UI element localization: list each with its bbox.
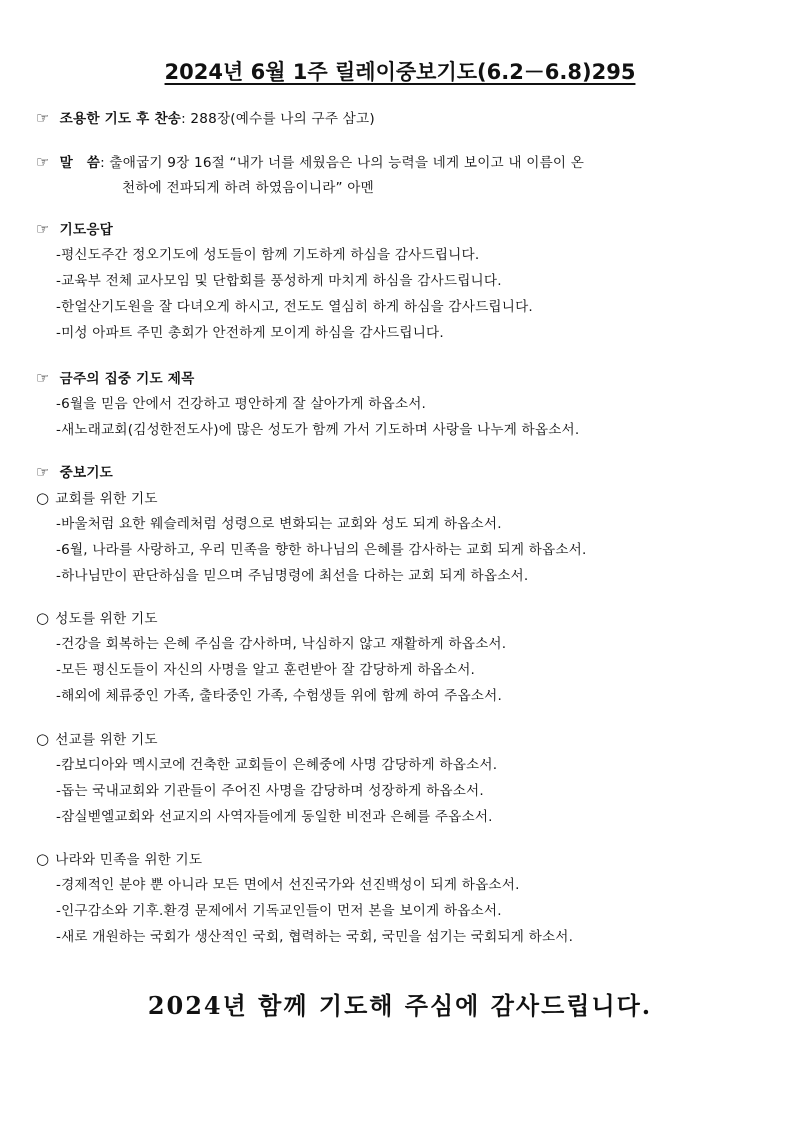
list-item: -새로 개원하는 국회가 생산적인 국회, 협력하는 국회, 국민을 섬기는 국회되게 하소서. <box>56 929 574 945</box>
circle-bullet-icon: ○ <box>36 850 50 868</box>
page-title <box>0 56 800 86</box>
intercession-heading-text: 중보기도 <box>59 465 113 481</box>
list-item: -새노래교회(김성한전도사)에 많은 성도가 함께 가서 기도하며 사랑을 나누게 하옵소서. <box>56 422 580 438</box>
closing-message: 2024년 함께 기도해 주심에 감사드립니다. <box>147 991 653 1020</box>
list-item: -모든 평신도들이 자신의 사명을 알고 훈련받아 잘 감당하게 하옵소서. <box>56 662 476 678</box>
hymn-line <box>36 108 375 129</box>
group-title-mission <box>36 729 158 750</box>
intercession-heading <box>36 462 113 483</box>
group-title-text: 성도를 위한 기도 <box>55 611 158 627</box>
group-title-nation <box>36 849 202 870</box>
list-item: -6월, 나라를 사랑하고, 우리 민족을 향한 하나님의 은혜를 감사하는 교회 되게 하옵소서. <box>56 542 587 558</box>
hymn-value: : 288장(예수를 나의 구주 삼고) <box>181 111 375 127</box>
verse-line <box>36 152 584 173</box>
page-title-text: 2024년 6월 1주 릴레이중보기도(6.2－6.8)295 <box>164 60 636 84</box>
pointing-hand-icon: ☞ <box>36 109 50 127</box>
list-item: -미성 아파트 주민 총회가 안전하게 모이게 하심을 감사드립니다. <box>56 325 444 341</box>
list-item: -하나님만이 판단하심을 믿으며 주님명령에 최선을 다하는 교회 되게 하옵소서. <box>56 568 529 584</box>
group-title-church <box>36 488 158 509</box>
circle-bullet-icon: ○ <box>36 730 50 748</box>
list-item: -평신도주간 정오기도에 성도들이 함께 기도하게 하심을 감사드립니다. <box>56 247 480 263</box>
list-item: -잠실벧엘교회와 선교지의 사역자들에게 동일한 비전과 은혜를 주옵소서. <box>56 809 493 825</box>
group-title-text: 선교를 위한 기도 <box>55 732 158 748</box>
hymn-label: 조용한 기도 후 찬송 <box>59 111 182 127</box>
verse-label: 말 씀 <box>59 155 101 171</box>
group-title-saints <box>36 608 158 629</box>
pointing-hand-icon: ☞ <box>36 369 50 387</box>
answers-heading-text: 기도응답 <box>59 222 113 238</box>
circle-bullet-icon: ○ <box>36 609 50 627</box>
list-item: -건강을 회복하는 은혜 주심을 감사하며, 낙심하지 않고 재활하게 하옵소서. <box>56 636 507 652</box>
verse-text-line1: : 출애굽기 9장 16절 “내가 너를 세웠음은 나의 능력을 네게 보이고 내 이름이 온 <box>100 155 585 171</box>
list-item: -캄보디아와 멕시코에 건축한 교회들이 은혜중에 사명 감당하게 하옵소서. <box>56 757 498 773</box>
list-item: -바울처럼 요한 웨슬레처럼 성령으로 변화되는 교회와 성도 되게 하옵소서. <box>56 516 502 532</box>
list-item: -인구감소와 기후.환경 문제에서 기독교인들이 먼저 본을 보이게 하옵소서. <box>56 903 502 919</box>
pointing-hand-icon: ☞ <box>36 220 50 238</box>
group-title-text: 교회를 위한 기도 <box>55 491 158 507</box>
pointing-hand-icon: ☞ <box>36 153 50 171</box>
list-item: -6월을 믿음 안에서 건강하고 평안하게 잘 살아가게 하옵소서. <box>56 396 427 412</box>
verse-text-line2: 천하에 전파되게 하려 하였음이니라” 아멘 <box>122 180 374 196</box>
list-item: -돕는 국내교회와 기관들이 주어진 사명을 감당하며 성장하게 하옵소서. <box>56 783 484 799</box>
list-item: -교육부 전체 교사모임 및 단합회를 풍성하게 마치게 하심을 감사드립니다. <box>56 273 502 289</box>
focus-heading-text: 금주의 집중 기도 제목 <box>59 371 195 387</box>
list-item: -경제적인 분야 뿐 아니라 모든 면에서 선진국가와 선진백성이 되게 하옵소서. <box>56 877 520 893</box>
list-item: -한얼산기도원을 잘 다녀오게 하시고, 전도도 열심히 하게 하심을 감사드립니다. <box>56 299 533 315</box>
group-title-text: 나라와 민족을 위한 기도 <box>55 852 203 868</box>
focus-heading <box>36 368 194 389</box>
circle-bullet-icon: ○ <box>36 489 50 507</box>
pointing-hand-icon: ☞ <box>36 463 50 481</box>
answers-heading <box>36 219 113 240</box>
list-item: -해외에 체류중인 가족, 출타중인 가족, 수험생들 위에 함께 하여 주옵소서. <box>56 688 502 704</box>
